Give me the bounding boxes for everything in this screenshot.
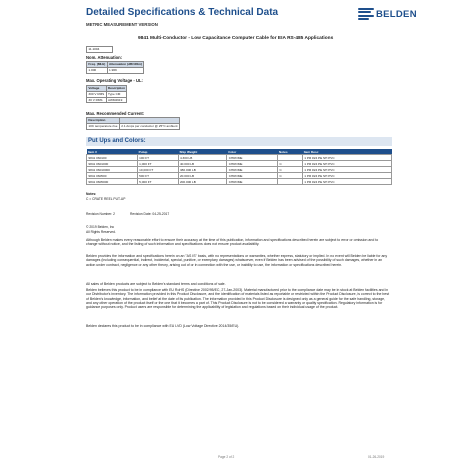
page-subtitle: METRIC MEASUREMENT VERSION	[86, 22, 158, 27]
table-cell: 200.000 LB	[178, 179, 227, 185]
table-cell: 9841 060500	[87, 173, 138, 179]
table-cell: 9841 0605000	[87, 179, 138, 185]
logo-text: BELDEN	[376, 8, 417, 20]
table-cell	[278, 179, 303, 185]
table-cell: 1 PR #24 PE SH PVC	[302, 155, 391, 161]
table-cell: 500 FT	[137, 173, 178, 179]
putups-section-header	[86, 137, 392, 146]
disclaimer-rohs: Belden believes this product to be in compliance with EU RoHS (Directive 2002/95/EC, 27-Jan-2003). Material manufactured prior to the compliance date may be in stock at Belden facilities and in our Distributor's inventory. The information provided in this Product Disclosure, and the identification of materials listed as reportable or restricted within the Product Disclosure, is correct to the best of Belden's knowledge, information, and belief at the date of its publication. The information provided in this Product Disclosure is designed only as a general guide for the safe handling, storage, and any other operation of the product itself or the one that it becomes a part of. This Product Disclosure is not to be considered a warranty or quality specification. Regulatory information is for guidance purposes only. Product users are responsible for determining the applicability of legislation and regulations based on their individual usage of the product.	[86, 288, 390, 309]
column-header: Item #	[87, 149, 138, 155]
disclaimer-lvd: Belden declares this product to be in compliance with EU LVD (Low Voltage Directive 2014/35/EU).	[86, 324, 240, 328]
top-value: 11.1004	[87, 47, 113, 53]
max-current-table	[86, 117, 180, 130]
product-title: 9841 Multi-Conductor - Low Capacitance Computer Cable for EIA RS-485 Applications	[138, 36, 334, 41]
table-cell: 1 PR #24 PE SH PVC	[302, 173, 391, 179]
table-header: Description	[108, 86, 126, 91]
table-cell: 1 PR #24 PE SH PVC	[302, 179, 391, 185]
revision-date: Revision Date: 04-25-2017	[130, 212, 170, 216]
table-cell: 10,000 FT	[137, 167, 178, 173]
disclaimer-accuracy: Although Belden makes every reasonable effort to ensure their accuracy at the time of this publication, information and specifications described herein are subject to error or omission and to change without notice, and the listing of such information and specifications does not ensure product availability.	[86, 238, 379, 247]
table-cell: 1,000 FT	[137, 161, 178, 167]
putups-section-title: Put Ups and Colors:	[88, 138, 146, 144]
page-number: Page 2 of 2	[218, 455, 235, 459]
top-value-box	[86, 46, 113, 53]
page-title: Detailed Specifications & Technical Data	[86, 7, 279, 18]
table-cell: 40.000 LB	[178, 161, 227, 167]
putups-table	[86, 149, 392, 185]
table-cell: 9841 060100	[87, 155, 138, 161]
table-cell: 10C temperature rise	[88, 124, 118, 129]
table-cell: 1 PR #24 PE SH PVC	[302, 161, 391, 167]
table-row	[87, 179, 392, 185]
table-cell: 20.000 LB	[178, 173, 227, 179]
table-cell: Type CM	[106, 91, 127, 97]
table-cell: CHROME	[227, 173, 278, 179]
disclaimer-terms: All sales of Belden products are subject to Belden's standard terms and conditions of sale.	[86, 282, 226, 286]
table-cell: 9841 06010000	[87, 167, 138, 173]
table-cell: 1.969	[107, 67, 144, 73]
table-cell: AWM2919	[106, 97, 127, 103]
table-cell: 4.300 LB	[178, 155, 227, 161]
table-header: Description	[87, 118, 120, 124]
table-cell: 2.1 Amps per conductor @ 25°C ambient	[121, 124, 178, 129]
table-cell: 9841 0601000	[87, 161, 138, 167]
table-cell: 380.000 LB	[178, 167, 227, 173]
table-header: Freq. (MHz)	[88, 62, 106, 67]
rights-line: All Rights Reserved.	[86, 230, 116, 234]
column-header: Notes	[278, 149, 303, 155]
table-cell: 5,000 FT	[137, 179, 178, 185]
table-cell: CHROME	[227, 155, 278, 161]
notes-label: Notes:	[86, 192, 97, 196]
table-cell: C	[278, 173, 303, 179]
table-cell: CHROME	[227, 167, 278, 173]
notes-text: C = CRATE REEL PUT-UP	[86, 197, 126, 201]
table-cell: CHROME	[227, 179, 278, 185]
table-header: Attenuation (dB/100m)	[109, 62, 143, 67]
column-header: Ship Weight	[178, 149, 227, 155]
disclaimer-as-is: Belden provides the information and specifications herein on an "AS IS" basis, with no representations or warranties, whether express, statutory or implied. In no event will Belden be liable for any damages (including consequential, indirect, incidental, special, punitive, or exemplary damages) whatsoever, even if Belden has been advised of the possibility of such damages, whether in an action under contract, negligence or any other theory, arising out of or in connection with the use, or inability to use, the information or specifications described herein.	[86, 254, 388, 267]
table-cell: C	[278, 167, 303, 173]
max-voltage-label: Max. Operating Voltage - UL:	[86, 78, 143, 83]
footer-date: 01-26-2019	[368, 455, 385, 459]
table-cell: 30 V RMS	[87, 97, 107, 103]
table-cell: CHROME	[227, 161, 278, 167]
revision-number: Revision Number: 2	[86, 212, 115, 216]
table-cell: 1 PR #24 PE SH PVC	[302, 167, 391, 173]
column-header: Putup	[137, 149, 178, 155]
belden-logo	[358, 8, 417, 20]
column-header: Color	[227, 149, 278, 155]
table-cell: 300 V RMS	[88, 92, 105, 97]
column-header: Item Desc	[302, 149, 391, 155]
page-header	[0, 0, 470, 30]
table-cell: 100 FT	[137, 155, 178, 161]
nom-attenuation-table	[86, 61, 144, 74]
belden-logo-icon	[358, 8, 374, 20]
copyright-line: © 2019 Belden, Inc	[86, 225, 115, 229]
nom-attenuation-label: Nom. Attenuation:	[86, 55, 123, 60]
max-current-label: Max. Recommended Current:	[86, 111, 145, 116]
table-cell: C	[278, 161, 303, 167]
table-header: Voltage	[87, 86, 107, 92]
max-voltage-table	[86, 85, 127, 103]
table-cell: 1.000	[87, 67, 108, 73]
